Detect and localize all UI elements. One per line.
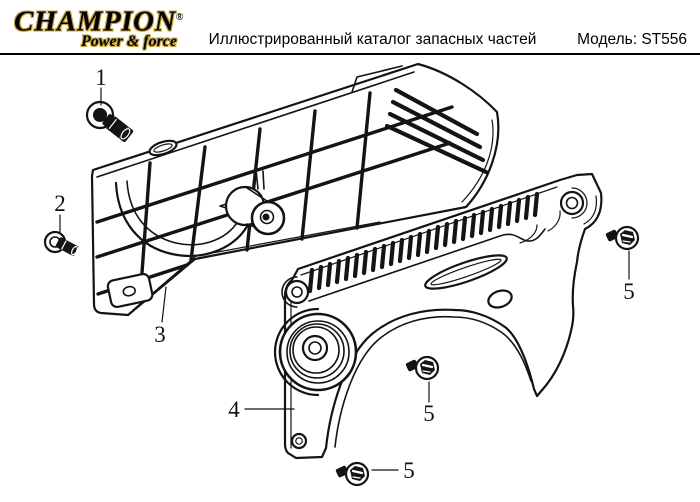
brand-tagline: Power & force <box>81 32 177 50</box>
callout-1-label: 1 <box>95 65 107 90</box>
lower-mount-hole <box>292 434 306 448</box>
bolt-5-middle <box>405 357 438 379</box>
bolt-5-bottom <box>335 463 368 485</box>
bolt-1 <box>87 102 134 143</box>
callout-5-right-label: 5 <box>623 279 635 304</box>
callout-5-middle-label: 5 <box>423 401 435 426</box>
model-label: Модель: ST556 <box>577 31 687 48</box>
registered-mark: ® <box>175 12 184 23</box>
page-title: Иллюстрированный каталог запасных частей <box>208 31 537 48</box>
champion-logo <box>14 3 184 50</box>
callout-3-label: 3 <box>154 322 166 347</box>
callout-2-label: 2 <box>54 191 66 216</box>
callout-5-bottom-label: 5 <box>403 458 415 483</box>
brand-text: CHAMPION <box>14 5 176 38</box>
callout-3-line <box>162 287 166 322</box>
bolt-5-right <box>605 227 638 249</box>
brand-name <box>14 3 184 38</box>
bolt-2 <box>45 232 79 256</box>
page-header <box>0 0 700 55</box>
callout-4-label: 4 <box>228 397 240 422</box>
